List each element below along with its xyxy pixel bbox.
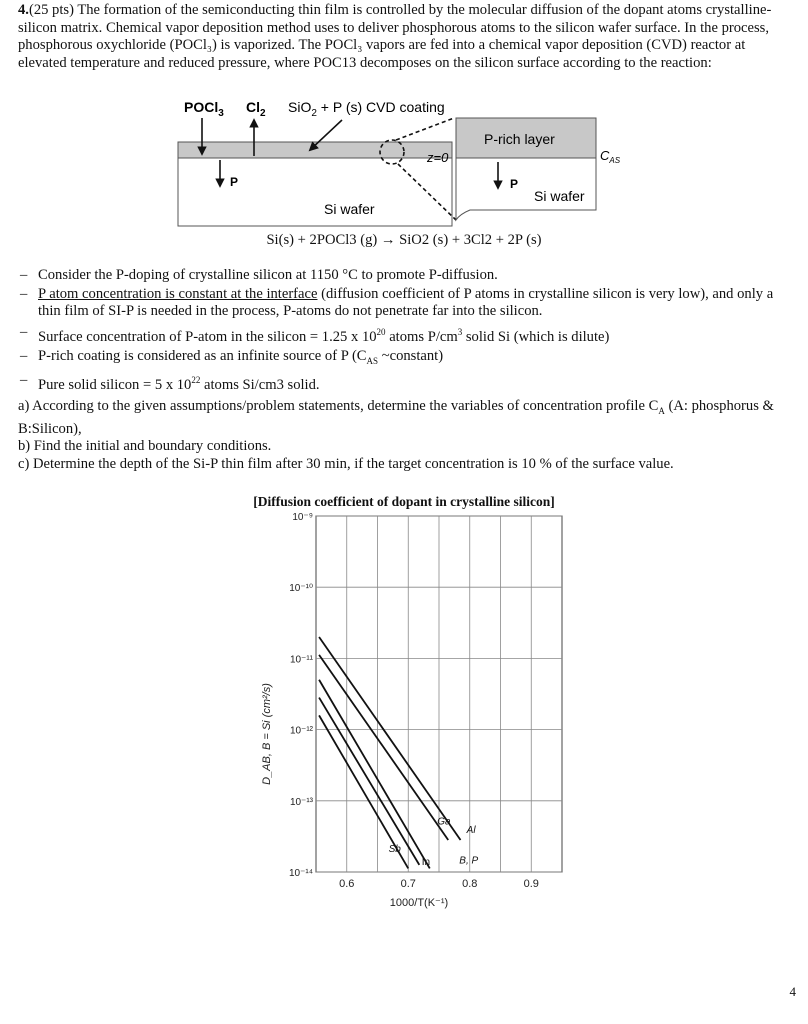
x-axis-label: 1000/T(K⁻¹) bbox=[389, 897, 449, 909]
diffusion-chart bbox=[240, 500, 570, 920]
assumption-item: – P-rich coating is considered as an infinite source of P ($C_{AS}$ ~constant) bbox=[18, 347, 794, 371]
p-rich-label: P-rich layer bbox=[484, 131, 555, 147]
question-b: b) Find the initial and boundary conditions. bbox=[18, 438, 272, 455]
cvd-schematic bbox=[170, 94, 630, 232]
y-tick-label: 10⁻¹⁴ bbox=[288, 868, 313, 879]
p-left-label: P bbox=[230, 175, 239, 189]
cas-label: $C_{AS}$ bbox=[600, 148, 621, 165]
x-tick-label: 0.7 bbox=[400, 878, 416, 890]
p-right-label: P bbox=[510, 177, 519, 191]
y-axis-label: D_AB, B = Si (cm²/s) bbox=[261, 683, 273, 785]
series-label: Sb bbox=[388, 844, 401, 856]
assumptions-list bbox=[18, 266, 794, 396]
assumption-item: – P atom concentration is constant at the interface (diffusion coefficient of P atoms in crystalline silicon is very low), and only a thin film of SI-P is needed in the process, P-atoms do not penetrate far into the silicon. bbox=[18, 286, 794, 321]
si-wafer-left-label: Si wafer bbox=[324, 201, 375, 217]
questions bbox=[18, 398, 794, 473]
si-wafer-left bbox=[178, 158, 452, 226]
pocl3-label: POCl$_3$ bbox=[184, 99, 224, 119]
cl2-label: $Cl_2$ bbox=[246, 99, 266, 119]
y-tick-label: 10⁻¹³ bbox=[289, 796, 313, 808]
problem-statement bbox=[18, 2, 794, 72]
y-tick-label: 10⁻¹¹ bbox=[289, 654, 313, 666]
z0-label: z=0 bbox=[427, 150, 449, 165]
series-label: Ga bbox=[437, 816, 451, 828]
reaction-equation: Si(s) + 2POCl3 (g) → SiO2 (s) + 3Cl2 + 2P (s) bbox=[266, 232, 542, 248]
assumption-item: – Surface concentration of P-atom in the silicon = 1.25 x $10^{20}$ atoms $P/cm^3$ solid Si (which is dilute) bbox=[18, 323, 794, 347]
y-tick-label: 10⁻⁹ bbox=[292, 512, 313, 523]
series-label: Al bbox=[466, 824, 476, 836]
problem-intro: The formation of the semiconducting thin film is controlled by the molecular diffusion of the dopant atoms crystalline-silicon matrix. Chemical vapor deposition method uses to deliver phosphorous atoms to the silicon wafer surface. In the process, phosphorous oxychloride (POCl₃) is vaporized. The POCl₃ vapors are fed into a chemical vapor deposition (CVD) reactor at elevated temperature and reduced pressure, where POC13 decomposes on the silicon surface according to the reaction: bbox=[18, 2, 772, 71]
y-tick-label: 10⁻¹² bbox=[289, 725, 313, 737]
page-number: 4 bbox=[789, 984, 796, 999]
x-tick-label: 0.6 bbox=[339, 878, 355, 890]
assumption-item: – Pure solid silicon = 5 x $10^{22}$ atoms Si/cm3 solid. bbox=[18, 371, 794, 395]
series-label: In bbox=[421, 856, 431, 868]
x-tick-label: 0.9 bbox=[523, 878, 539, 890]
problem-number: 4. bbox=[18, 2, 29, 18]
coating-label: SiO$_2$ + P (s) CVD coating bbox=[288, 99, 445, 119]
question-c: c) Determine the depth of the Si-P thin film after 30 min, if the target concentration is 10 % of the surface value. bbox=[18, 455, 674, 472]
zoom-line-top bbox=[396, 118, 454, 140]
series-label: B, P bbox=[459, 855, 479, 867]
chart-title: [Diffusion coefficient of dopant in crystalline silicon] bbox=[253, 494, 555, 509]
assumption-item: – Consider the P-doping of crystalline silicon at 1150 °C to promote P-diffusion. bbox=[18, 266, 794, 286]
problem-points: (25 pts) bbox=[28, 2, 74, 18]
y-tick-label: 10⁻¹⁰ bbox=[289, 583, 313, 595]
question-a: a) According to the given assumptions/problem statements, determine the variables of concentration profile $C_A$ (A: phosphorus & B:Silicon), bbox=[18, 398, 774, 437]
x-tick-label: 0.8 bbox=[462, 878, 478, 890]
si-wafer-right-label: Si wafer bbox=[534, 188, 585, 204]
